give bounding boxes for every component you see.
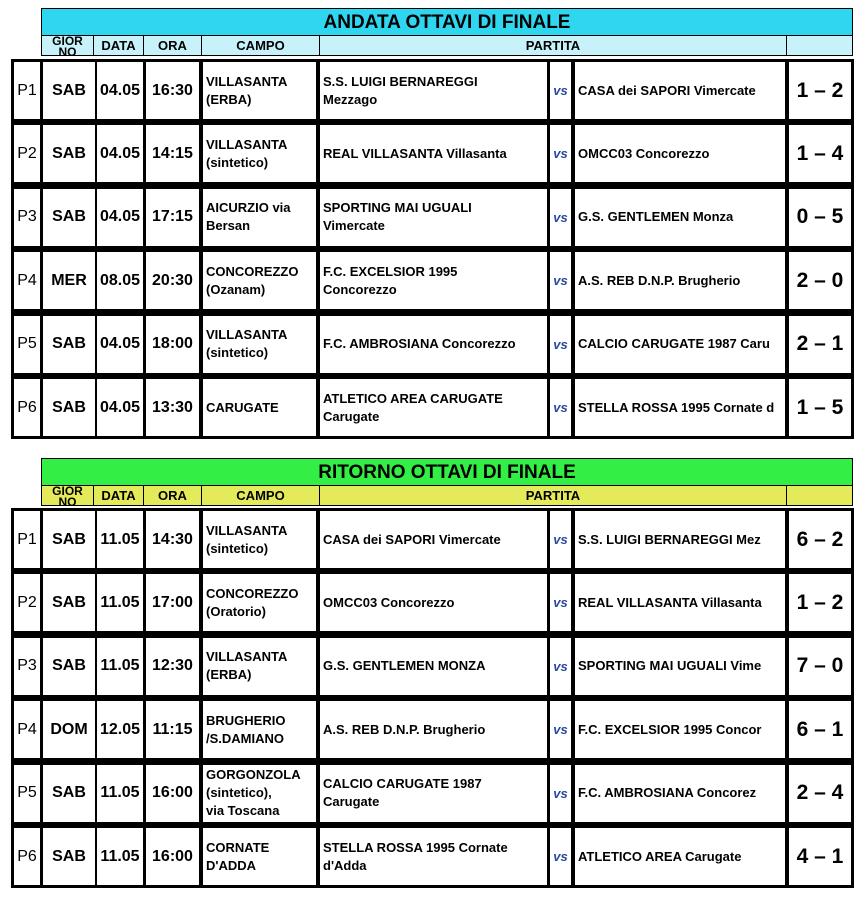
match-date: 04.05: [97, 316, 143, 373]
match-id: P4: [14, 252, 40, 309]
table-row: [11, 511, 854, 568]
match-score: 2 – 1: [789, 316, 851, 373]
match-score: 2 – 0: [789, 252, 851, 309]
match-campo: BRUGHERIO /S.DAMIANO: [203, 701, 316, 758]
match-id: P5: [14, 765, 40, 822]
header-giorno: GIOR NO: [42, 486, 94, 505]
match-score: 1 – 2: [789, 574, 851, 631]
table-row: [11, 379, 854, 436]
away-team: STELLA ROSSA 1995 Cornate d: [575, 379, 785, 436]
match-campo: CORNATE D'ADDA: [203, 828, 316, 885]
match-date: 11.05: [97, 765, 143, 822]
vs-label: vs: [550, 765, 571, 822]
match-id: P5: [14, 316, 40, 373]
away-team: A.S. REB D.N.P. Brugherio: [575, 252, 785, 309]
match-id: P4: [14, 701, 40, 758]
vs-label: vs: [550, 125, 571, 182]
header-data: DATA: [94, 486, 144, 505]
home-team: CALCIO CARUGATE 1987 Carugate: [320, 765, 547, 822]
away-team: REAL VILLASANTA Villasanta: [575, 574, 785, 631]
match-campo: VILLASANTA (sintetico): [203, 511, 316, 568]
match-score: 6 – 1: [789, 701, 851, 758]
home-team: F.C. EXCELSIOR 1995 Concorezzo: [320, 252, 547, 309]
match-day: SAB: [43, 125, 95, 182]
home-team: SPORTING MAI UGUALI Vimercate: [320, 189, 547, 246]
away-team: CASA dei SAPORI Vimercate: [575, 62, 785, 119]
away-team: F.C. EXCELSIOR 1995 Concor: [575, 701, 785, 758]
match-score: 4 – 1: [789, 828, 851, 885]
match-score: 1 – 4: [789, 125, 851, 182]
away-team: SPORTING MAI UGUALI Vime: [575, 638, 785, 695]
table-row: [11, 638, 854, 695]
away-team: S.S. LUIGI BERNAREGGI Mez: [575, 511, 785, 568]
match-id: P1: [14, 511, 40, 568]
table-row: [11, 62, 854, 119]
match-time: 12:30: [146, 638, 199, 695]
match-date: 04.05: [97, 62, 143, 119]
away-team: G.S. GENTLEMEN Monza: [575, 189, 785, 246]
match-id: P1: [14, 62, 40, 119]
match-campo: CARUGATE: [203, 379, 316, 436]
match-date: 11.05: [97, 511, 143, 568]
match-id: P3: [14, 189, 40, 246]
match-time: 17:00: [146, 574, 199, 631]
andata-title: ANDATA OTTAVI DI FINALE: [41, 8, 853, 36]
home-team: STELLA ROSSA 1995 Cornate d'Adda: [320, 828, 547, 885]
vs-label: vs: [550, 511, 571, 568]
match-day: SAB: [43, 316, 95, 373]
home-team: S.S. LUIGI BERNAREGGI Mezzago: [320, 62, 547, 119]
match-time: 14:30: [146, 511, 199, 568]
match-campo: GORGONZOLA (sintetico), via Toscana: [203, 765, 316, 822]
header-giorno: GIOR NO: [42, 36, 94, 55]
match-id: P3: [14, 638, 40, 695]
ritorno-table: [11, 508, 854, 888]
match-id: P6: [14, 379, 40, 436]
match-day: SAB: [43, 189, 95, 246]
header-campo: CAMPO: [202, 36, 320, 55]
match-date: 04.05: [97, 125, 143, 182]
table-row: [11, 252, 854, 309]
match-time: 18:00: [146, 316, 199, 373]
match-day: DOM: [43, 701, 95, 758]
match-id: P2: [14, 574, 40, 631]
match-campo: VILLASANTA (sintetico): [203, 125, 316, 182]
match-date: 04.05: [97, 189, 143, 246]
match-score: 1 – 2: [789, 62, 851, 119]
match-campo: VILLASANTA (ERBA): [203, 62, 316, 119]
match-day: SAB: [43, 638, 95, 695]
match-date: 04.05: [97, 379, 143, 436]
match-campo: CONCOREZZO (Ozanam): [203, 252, 316, 309]
match-time: 11:15: [146, 701, 199, 758]
match-campo: AICURZIO via Bersan: [203, 189, 316, 246]
ritorno-header-row: [41, 486, 853, 506]
header-data: DATA: [94, 36, 144, 55]
home-team: G.S. GENTLEMEN MONZA: [320, 638, 547, 695]
table-row: [11, 125, 854, 182]
match-id: P6: [14, 828, 40, 885]
match-day: SAB: [43, 62, 95, 119]
vs-label: vs: [550, 574, 571, 631]
match-campo: CONCOREZZO (Oratorio): [203, 574, 316, 631]
away-team: OMCC03 Concorezzo: [575, 125, 785, 182]
match-time: 16:00: [146, 828, 199, 885]
vs-label: vs: [550, 638, 571, 695]
match-day: MER: [43, 252, 95, 309]
ritorno-title: RITORNO OTTAVI DI FINALE: [41, 458, 853, 486]
match-time: 14:15: [146, 125, 199, 182]
away-team: F.C. AMBROSIANA Concorez: [575, 765, 785, 822]
match-campo: VILLASANTA (sintetico): [203, 316, 316, 373]
match-date: 08.05: [97, 252, 143, 309]
match-time: 16:00: [146, 765, 199, 822]
table-row: [11, 765, 854, 822]
vs-label: vs: [550, 189, 571, 246]
header-partita: PARTITA: [320, 486, 787, 505]
home-team: OMCC03 Concorezzo: [320, 574, 547, 631]
andata-header-row: [41, 36, 853, 56]
home-team: REAL VILLASANTA Villasanta: [320, 125, 547, 182]
vs-label: vs: [550, 252, 571, 309]
match-day: SAB: [43, 828, 95, 885]
vs-label: vs: [550, 701, 571, 758]
home-team: CASA dei SAPORI Vimercate: [320, 511, 547, 568]
header-ora: ORA: [144, 36, 202, 55]
match-date: 11.05: [97, 574, 143, 631]
header-campo: CAMPO: [202, 486, 320, 505]
home-team: ATLETICO AREA CARUGATE Carugate: [320, 379, 547, 436]
match-day: SAB: [43, 765, 95, 822]
match-time: 17:15: [146, 189, 199, 246]
header-partita: PARTITA: [320, 36, 787, 55]
header-ora: ORA: [144, 486, 202, 505]
match-day: SAB: [43, 379, 95, 436]
match-score: 2 – 4: [789, 765, 851, 822]
match-score: 0 – 5: [789, 189, 851, 246]
match-time: 13:30: [146, 379, 199, 436]
match-time: 16:30: [146, 62, 199, 119]
andata-table: [11, 59, 854, 439]
match-day: SAB: [43, 511, 95, 568]
match-time: 20:30: [146, 252, 199, 309]
table-row: [11, 189, 854, 246]
match-date: 12.05: [97, 701, 143, 758]
home-team: F.C. AMBROSIANA Concorezzo: [320, 316, 547, 373]
match-score: 6 – 2: [789, 511, 851, 568]
vs-label: vs: [550, 316, 571, 373]
match-campo: VILLASANTA (ERBA): [203, 638, 316, 695]
vs-label: vs: [550, 62, 571, 119]
match-id: P2: [14, 125, 40, 182]
match-date: 11.05: [97, 828, 143, 885]
vs-label: vs: [550, 379, 571, 436]
home-team: A.S. REB D.N.P. Brugherio: [320, 701, 547, 758]
table-row: [11, 316, 854, 373]
table-row: [11, 828, 854, 885]
match-score: 1 – 5: [789, 379, 851, 436]
table-row: [11, 574, 854, 631]
table-row: [11, 701, 854, 758]
away-team: CALCIO CARUGATE 1987 Caru: [575, 316, 785, 373]
away-team: ATLETICO AREA Carugate: [575, 828, 785, 885]
match-date: 11.05: [97, 638, 143, 695]
match-day: SAB: [43, 574, 95, 631]
match-score: 7 – 0: [789, 638, 851, 695]
vs-label: vs: [550, 828, 571, 885]
